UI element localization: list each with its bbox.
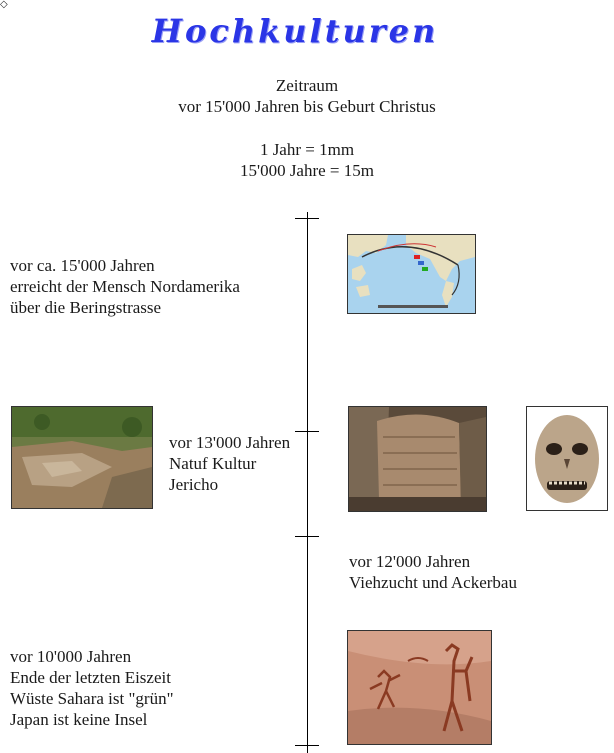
timeline-entry-15000 bbox=[10, 255, 240, 318]
entry-date: vor 13'000 Jahren bbox=[169, 433, 291, 452]
timespan-range: vor 15'000 Jahren bis Geburt Christus bbox=[178, 97, 436, 116]
timespan-heading: Zeitraum bbox=[275, 76, 339, 95]
entry-date: vor 10'000 Jahren bbox=[10, 647, 132, 666]
jericho-tower-image bbox=[348, 406, 487, 512]
migration-map-image bbox=[347, 234, 476, 314]
timeline-entry-10000 bbox=[10, 646, 174, 730]
entry-text: Natuf Kultur bbox=[169, 454, 257, 473]
entry-text: erreicht der Mensch Nordamerika bbox=[10, 277, 240, 296]
entry-text: Japan ist keine Insel bbox=[10, 710, 148, 729]
neolithic-mask-image bbox=[526, 406, 608, 511]
scale-per-year: 1 Jahr = 1mm bbox=[259, 140, 355, 159]
entry-date: vor 12'000 Jahren bbox=[349, 552, 471, 571]
timeline-tick bbox=[295, 745, 319, 746]
timeline-tick bbox=[295, 431, 319, 432]
entry-date: vor ca. 15'000 Jahren bbox=[10, 256, 155, 275]
diamond-icon: ◇ bbox=[0, 0, 8, 10]
entry-text: Ende der letzten Eiszeit bbox=[10, 668, 171, 687]
timeline-axis bbox=[307, 212, 308, 753]
sahara-rock-painting-image bbox=[347, 630, 492, 745]
entry-text: über die Beringstrasse bbox=[10, 298, 162, 317]
timeline-entry-13000 bbox=[169, 432, 290, 495]
jericho-aerial-image bbox=[11, 406, 153, 509]
timeline-entry-12000 bbox=[349, 551, 517, 593]
timeline-tick bbox=[295, 218, 319, 219]
entry-text: Viehzucht und Ackerbau bbox=[349, 573, 517, 592]
scale-total: 15'000 Jahre = 15m bbox=[240, 161, 374, 180]
entry-text: Wüste Sahara ist "grün" bbox=[10, 689, 174, 708]
page-title: Hochkulturen bbox=[151, 12, 439, 50]
timeline-tick bbox=[295, 536, 319, 537]
entry-text: Jericho bbox=[169, 475, 219, 494]
